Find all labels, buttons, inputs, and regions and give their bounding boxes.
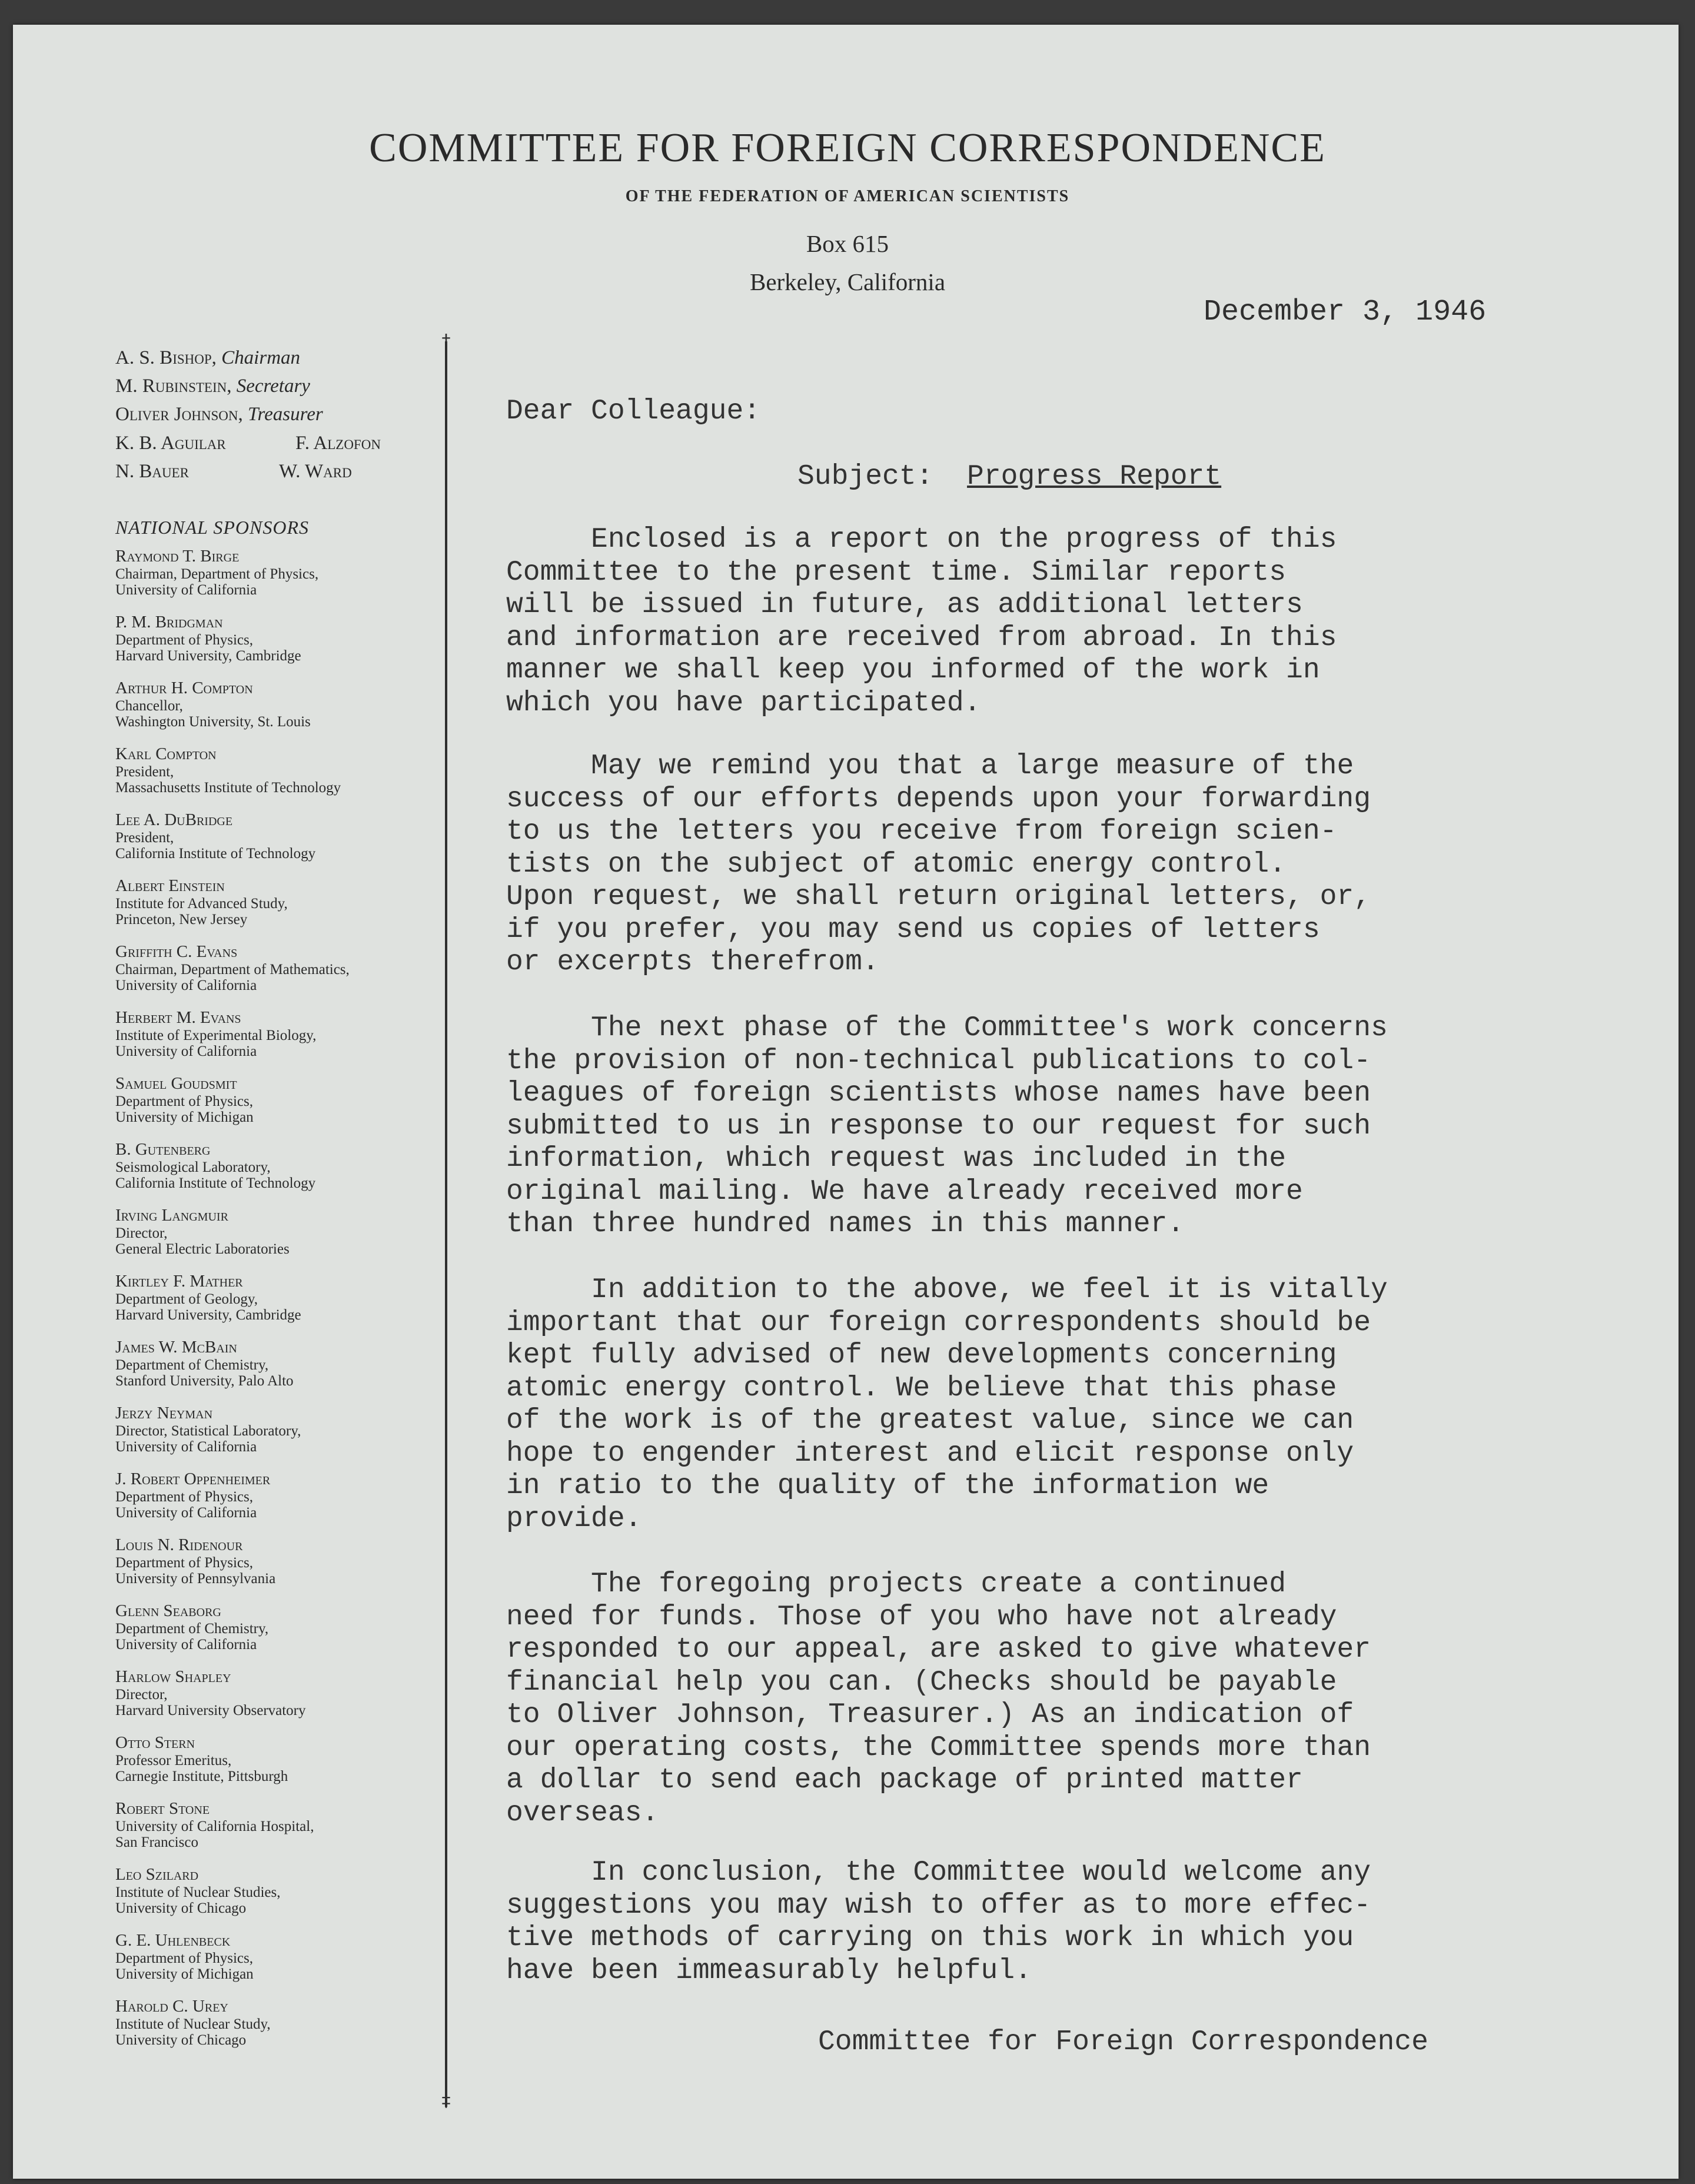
body-paragraph: May we remind you that a large measure of the success of our efforts depends upon your forwarding to us the letters you receive from foreign scien- tists on the subject of atomic energy control. Upon request, we shall return original letters, or, if you prefer, you may send us copies of letters or excerpts therefrom. [506,750,1371,978]
sponsor-entry [115,1271,433,1337]
sponsor-affiliation: University of California [115,1637,257,1653]
sponsor-affiliation: Department of Physics, [115,1555,253,1571]
sponsor-affiliation: Institute of Nuclear Studies, [115,1884,281,1900]
sponsor-name: James W. McBain [115,1338,237,1357]
sponsor-name: Griffith C. Evans [115,942,238,961]
sponsor-affiliation: Director, [115,1225,168,1241]
sponsor-name: B. Gutenberg [115,1140,211,1159]
divider-bottom-mark: ‡ [441,2090,451,2111]
sponsor-name: Raymond T. Birge [115,547,240,566]
sponsor-entry [115,1403,433,1469]
sponsor-entry [115,1337,433,1403]
sponsor-name: P. M. Bridgman [115,613,223,631]
letterhead-subtitle: OF THE FEDERATION OF AMERICAN SCIENTISTS [625,187,1070,205]
body-paragraph: The next phase of the Committee's work concerns the provision of non-technical publications to col- leagues of foreign scientists whose names have been submitted to us in response to our request for such information, which request was included in the original mailing. We have already received more than three hundred names in this manner. [506,1012,1388,1240]
sponsor-name: J. Robert Oppenheimer [115,1470,271,1488]
sponsor-affiliation: Stanford University, Palo Alto [115,1373,294,1389]
sponsor-name: Samuel Goudsmit [115,1074,237,1093]
sponsor-entry [115,1205,433,1271]
body-paragraph: In conclusion, the Committee would welcome any suggestions you may wish to offer as to more effec- tive methods of carrying on this work in which you have been immeasurably helpful. [506,1857,1371,1987]
sponsor-affiliation: Department of Geology, [115,1291,258,1307]
subject-line [797,461,1221,493]
salutation: Dear Colleague: [506,395,761,427]
sponsor-entry [115,1008,433,1073]
sponsor-affiliation: University of Chicago [115,1900,247,1916]
letterhead-box: Box 615 [806,230,889,257]
letter-date: December 3, 1946 [1204,295,1487,329]
sponsor-entry [115,1073,433,1139]
sponsor-entry [115,1799,433,1864]
officer-member: N. Bauer [115,461,189,482]
signature-closing: Committee for Foreign Correspondence [818,2026,1428,2058]
officer-member: K. B. Aguilar [115,433,226,454]
sponsor-name: Herbert M. Evans [115,1008,241,1027]
sponsor-affiliation: University of California [115,1439,257,1455]
letterhead-city: Berkeley, California [749,268,946,295]
sponsor-affiliation: University of California [115,978,257,993]
sponsor-affiliation: California Institute of Technology [115,846,316,862]
sponsor-entry [115,1667,433,1733]
sponsor-affiliation: University of Chicago [115,2032,247,2048]
sponsor-entry [115,942,433,1008]
sponsor-name: G. E. Uhlenbeck [115,1931,231,1950]
letterhead-title: COMMITTEE FOR FOREIGN CORRESPONDENCE [369,125,1326,171]
sponsor-affiliation: Department of Physics, [115,1489,253,1505]
sponsor-name: Leo Szilard [115,1865,199,1884]
subject-label: Subject: [797,461,933,493]
sponsor-entry [115,1864,433,1930]
sponsor-affiliation: California Institute of Technology [115,1175,316,1191]
officer-member: W. Ward [279,461,352,482]
sponsor-affiliation: Department of Chemistry, [115,1621,269,1637]
sponsor-affiliation: Department of Physics, [115,1093,253,1109]
sponsor-affiliation: University of Michigan [115,1966,254,1982]
sponsor-affiliation: Chairman, Department of Physics, [115,566,319,582]
sponsor-entry [115,612,433,678]
subject-value: Progress Report [967,461,1222,493]
sponsor-affiliation: Institute of Nuclear Study, [115,2016,271,2032]
body-paragraph: Enclosed is a report on the progress of this Committee to the present time. Similar reports will be issued in future, as additional letters and information are received from abroad. In this manner we shall keep you informed of the work in which you have participated. [506,524,1337,719]
sponsor-name: Harold C. Urey [115,1997,228,2016]
officer-chairman: A. S. Bishop, Chairman [115,347,301,368]
sponsor-entry [115,876,433,942]
sponsor-affiliation: President, [115,764,174,780]
sponsor-affiliation: Chancellor, [115,698,183,714]
sponsor-affiliation: Washington University, St. Louis [115,714,311,730]
sponsor-affiliation: Chairman, Department of Mathematics, [115,962,350,978]
officer-treasurer: Oliver Johnson, Treasurer [115,404,323,425]
sponsor-affiliation: University of California Hospital, [115,1819,314,1834]
sponsor-entry [115,1601,433,1667]
sponsor-name: Irving Langmuir [115,1206,228,1225]
sponsor-affiliation: San Francisco [115,1834,198,1850]
sponsor-name: Otto Stern [115,1733,195,1752]
sponsor-name: Harlow Shapley [115,1667,231,1686]
sponsor-affiliation: President, [115,830,174,846]
sponsor-entry [115,678,433,744]
body-paragraph: In addition to the above, we feel it is vitally important that our foreign correspondents should be kept fully advised of new developments concerning atomic energy control. We believe that this phase of the work is of the greatest value, since we can hope to engender interest and elicit response only in ratio to the quality of the information we provide. [506,1274,1388,1535]
sponsor-entry [115,810,433,876]
sponsor-name: Glenn Seaborg [115,1601,221,1620]
sponsor-name: Karl Compton [115,744,217,763]
sponsor-affiliation: University of California [115,1505,257,1521]
sponsor-affiliation: Harvard University, Cambridge [115,648,301,664]
sponsor-affiliation: University of California [115,1043,257,1059]
sponsor-affiliation: Professor Emeritus, [115,1753,232,1769]
sponsor-affiliation: Institute for Advanced Study, [115,896,288,912]
sponsor-entry [115,1930,433,1996]
sponsor-affiliation: Harvard University Observatory [115,1703,306,1718]
sponsor-name: Kirtley F. Mather [115,1272,243,1291]
officer-secretary: M. Rubinstein, Secretary [115,375,310,397]
sponsor-affiliation: Institute of Experimental Biology, [115,1028,317,1043]
sponsor-entry [115,1535,433,1601]
sidebar-divider [445,341,447,2107]
sponsor-affiliation: University of Pennsylvania [115,1571,276,1587]
sponsor-affiliation: Massachusetts Institute of Technology [115,780,341,796]
sponsor-affiliation: Seismological Laboratory, [115,1159,271,1175]
sponsor-affiliation: Department of Physics, [115,1950,253,1966]
sponsor-entry [115,1996,433,2062]
sponsor-entry [115,1139,433,1205]
sponsor-name: Louis N. Ridenour [115,1535,243,1554]
sponsor-entry [115,744,433,810]
sponsor-entry [115,1469,433,1535]
sponsor-affiliation: Director, Statistical Laboratory, [115,1423,301,1439]
sponsor-name: Arthur H. Compton [115,679,253,697]
sponsor-name: Jerzy Neyman [115,1404,213,1422]
sponsors-heading: NATIONAL SPONSORS [115,517,310,538]
sponsors-list [115,546,433,2062]
sponsor-name: Albert Einstein [115,876,225,895]
sponsor-affiliation: University of Michigan [115,1109,254,1125]
sponsor-affiliation: Department of Chemistry, [115,1357,269,1373]
sponsor-affiliation: Department of Physics, [115,632,253,648]
sponsor-affiliation: University of California [115,582,257,598]
sponsor-affiliation: Director, [115,1687,168,1703]
sponsor-entry [115,546,433,612]
sponsor-entry [115,1733,433,1799]
sponsor-name: Lee A. DuBridge [115,810,233,829]
sponsor-affiliation: Carnegie Institute, Pittsburgh [115,1769,288,1784]
officer-member: F. Alzofon [295,433,381,454]
sponsor-affiliation: General Electric Laboratories [115,1241,290,1257]
sponsor-affiliation: Princeton, New Jersey [115,912,248,928]
sponsor-affiliation: Harvard University, Cambridge [115,1307,301,1323]
body-paragraph: The foregoing projects create a continued need for funds. Those of you who have not already responded to our appeal, are asked to give whatever financial help you can. (Checks should be payable to Oliver Johnson, Treasurer.) As an indication of our operating costs, the Committee spends more than a dollar to send each package of printed matter overseas. [506,1568,1371,1829]
divider-top-mark: † [441,331,451,351]
sponsor-name: Robert Stone [115,1799,210,1818]
